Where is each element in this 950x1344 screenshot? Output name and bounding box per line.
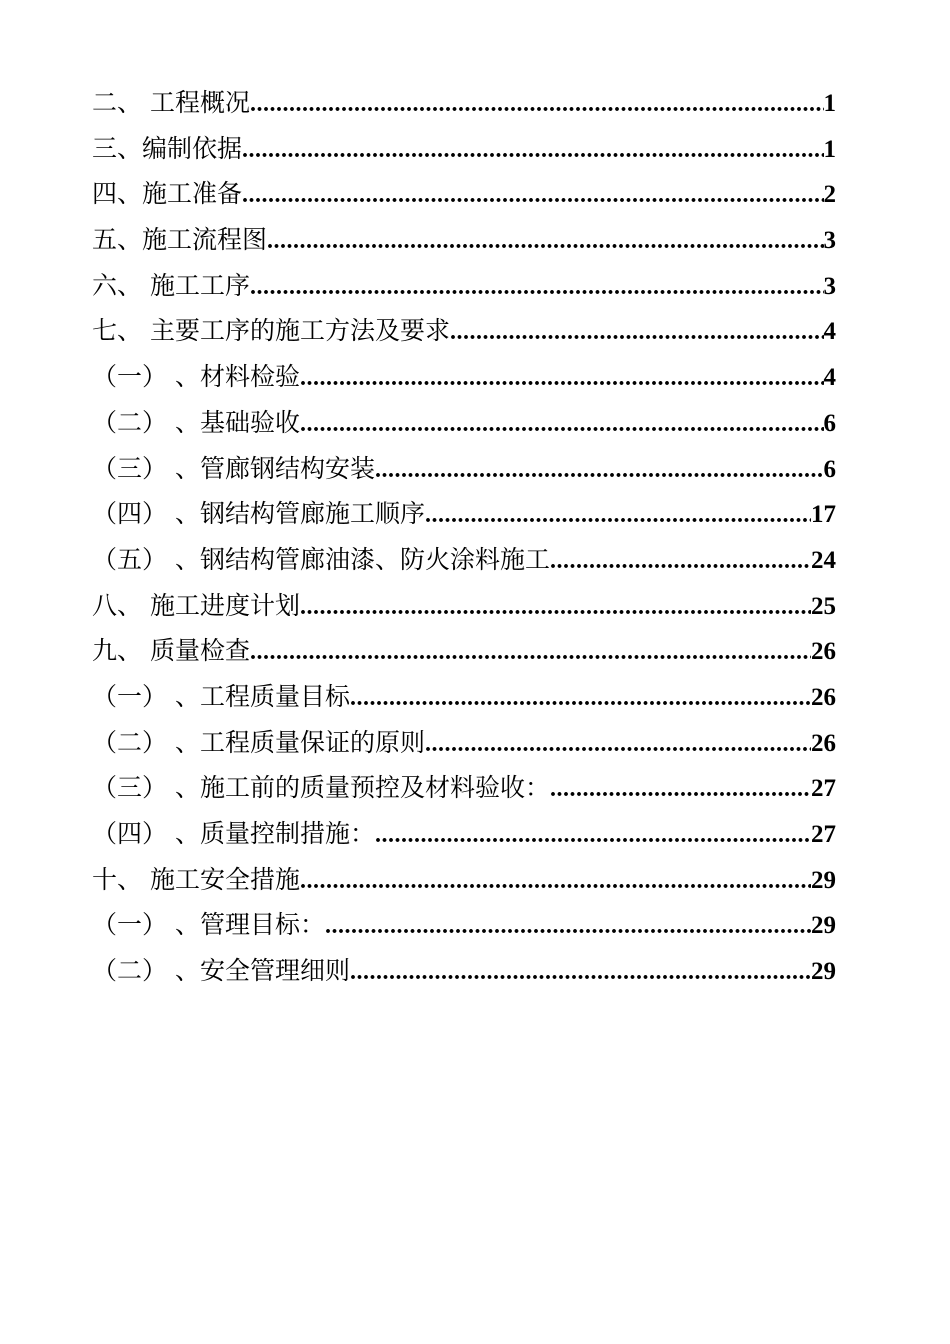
toc-entry-label: 六、 施工工序 <box>92 270 250 300</box>
toc-leader-dots <box>242 128 823 174</box>
toc-entry[interactable] <box>92 811 836 857</box>
toc-leader-dots <box>250 265 824 311</box>
toc-page-number: 1 <box>823 135 836 163</box>
toc-entry[interactable] <box>92 446 836 492</box>
toc-entry-label: （二） 、基础验收 <box>92 407 300 437</box>
toc-leader-dots <box>350 676 811 722</box>
toc-entry[interactable] <box>92 674 836 720</box>
toc-leader-dots <box>550 539 811 585</box>
toc-leader-dots <box>242 173 823 219</box>
toc-entry[interactable] <box>92 80 836 126</box>
toc-entry[interactable] <box>92 491 836 537</box>
toc-entry-label: 八、 施工进度计划 <box>92 590 300 620</box>
toc-entry-label: （三） 、管廊钢结构安装 <box>92 453 375 483</box>
toc-entry[interactable] <box>92 171 836 217</box>
toc-leader-dots <box>300 585 811 631</box>
toc-page-number: 26 <box>811 683 836 711</box>
table-of-contents <box>92 80 836 994</box>
toc-page-number: 4 <box>823 364 836 392</box>
toc-entry-label: 五、施工流程图 <box>92 225 268 255</box>
toc-entry-label: 九、 质量检查 <box>92 636 250 666</box>
toc-leader-dots <box>425 722 811 768</box>
toc-page-number: 6 <box>823 455 836 483</box>
toc-entry-label: 七、 主要工序的施工方法及要求 <box>92 316 450 346</box>
toc-entry-label: （三） 、施工前的质量预控及材料验收： <box>92 773 550 803</box>
toc-entry-label: （五） 、钢结构管廊油漆、防火涂料施工 <box>92 544 550 574</box>
toc-page-number: 29 <box>811 912 836 940</box>
toc-leader-dots <box>300 356 824 402</box>
toc-leader-dots <box>550 767 811 813</box>
toc-page-number: 3 <box>823 227 836 255</box>
toc-leader-dots <box>450 310 824 356</box>
toc-entry-label: （一） 、材料检验 <box>92 362 300 392</box>
toc-page-number: 26 <box>811 729 836 757</box>
toc-page-number: 29 <box>811 866 836 894</box>
toc-page-number: 1 <box>823 90 836 117</box>
toc-entry-label: 二、 工程概况 <box>92 88 250 117</box>
toc-entry-label: 十、 施工安全措施 <box>92 864 300 894</box>
toc-entry[interactable] <box>92 628 836 674</box>
toc-page-number: 27 <box>811 775 836 803</box>
toc-entry[interactable] <box>92 583 836 629</box>
toc-leader-dots <box>300 859 811 905</box>
toc-leader-dots <box>375 448 824 494</box>
toc-page-number: 17 <box>811 501 836 529</box>
toc-page-number: 26 <box>811 638 836 666</box>
toc-page-number: 29 <box>811 958 836 986</box>
toc-entry[interactable] <box>92 948 836 994</box>
toc-leader-dots <box>300 402 824 448</box>
toc-page-number: 24 <box>811 546 836 574</box>
toc-entry-label: （二） 、工程质量保证的原则 <box>92 727 425 757</box>
toc-entry[interactable] <box>92 354 836 400</box>
toc-entry-label: 三、编制依据 <box>92 133 243 163</box>
toc-entry[interactable] <box>92 308 836 354</box>
toc-page-number: 3 <box>823 272 836 300</box>
toc-entry-label: （四） 、钢结构管廊施工顺序 <box>92 499 425 529</box>
toc-leader-dots <box>375 813 811 859</box>
toc-entry[interactable] <box>92 765 836 811</box>
toc-entry[interactable] <box>92 217 836 263</box>
toc-page-number: 27 <box>811 821 836 848</box>
toc-entry-label: 四、施工准备 <box>92 179 243 209</box>
toc-entry[interactable] <box>92 126 836 172</box>
toc-entry-label: （二） 、安全管理细则 <box>92 956 350 986</box>
toc-entry[interactable] <box>92 263 836 309</box>
toc-leader-dots <box>267 219 823 265</box>
toc-entry-label: （四） 、质量控制措施： <box>92 819 375 848</box>
toc-leader-dots <box>250 82 824 128</box>
toc-entry[interactable] <box>92 400 836 446</box>
toc-page-number: 25 <box>811 592 836 620</box>
toc-leader-dots <box>325 904 811 950</box>
toc-page-number: 4 <box>823 318 836 346</box>
toc-entry[interactable] <box>92 902 836 948</box>
toc-leader-dots <box>250 630 811 676</box>
toc-entry-label: （一） 、工程质量目标 <box>92 681 350 711</box>
toc-page-number: 2 <box>823 181 836 209</box>
toc-entry[interactable] <box>92 720 836 766</box>
toc-leader-dots <box>425 493 811 539</box>
toc-leader-dots <box>350 950 811 996</box>
toc-entry[interactable] <box>92 857 836 903</box>
toc-entry-label: （一） 、管理目标： <box>92 910 325 940</box>
toc-entry[interactable] <box>92 537 836 583</box>
toc-page-number: 6 <box>823 409 836 437</box>
